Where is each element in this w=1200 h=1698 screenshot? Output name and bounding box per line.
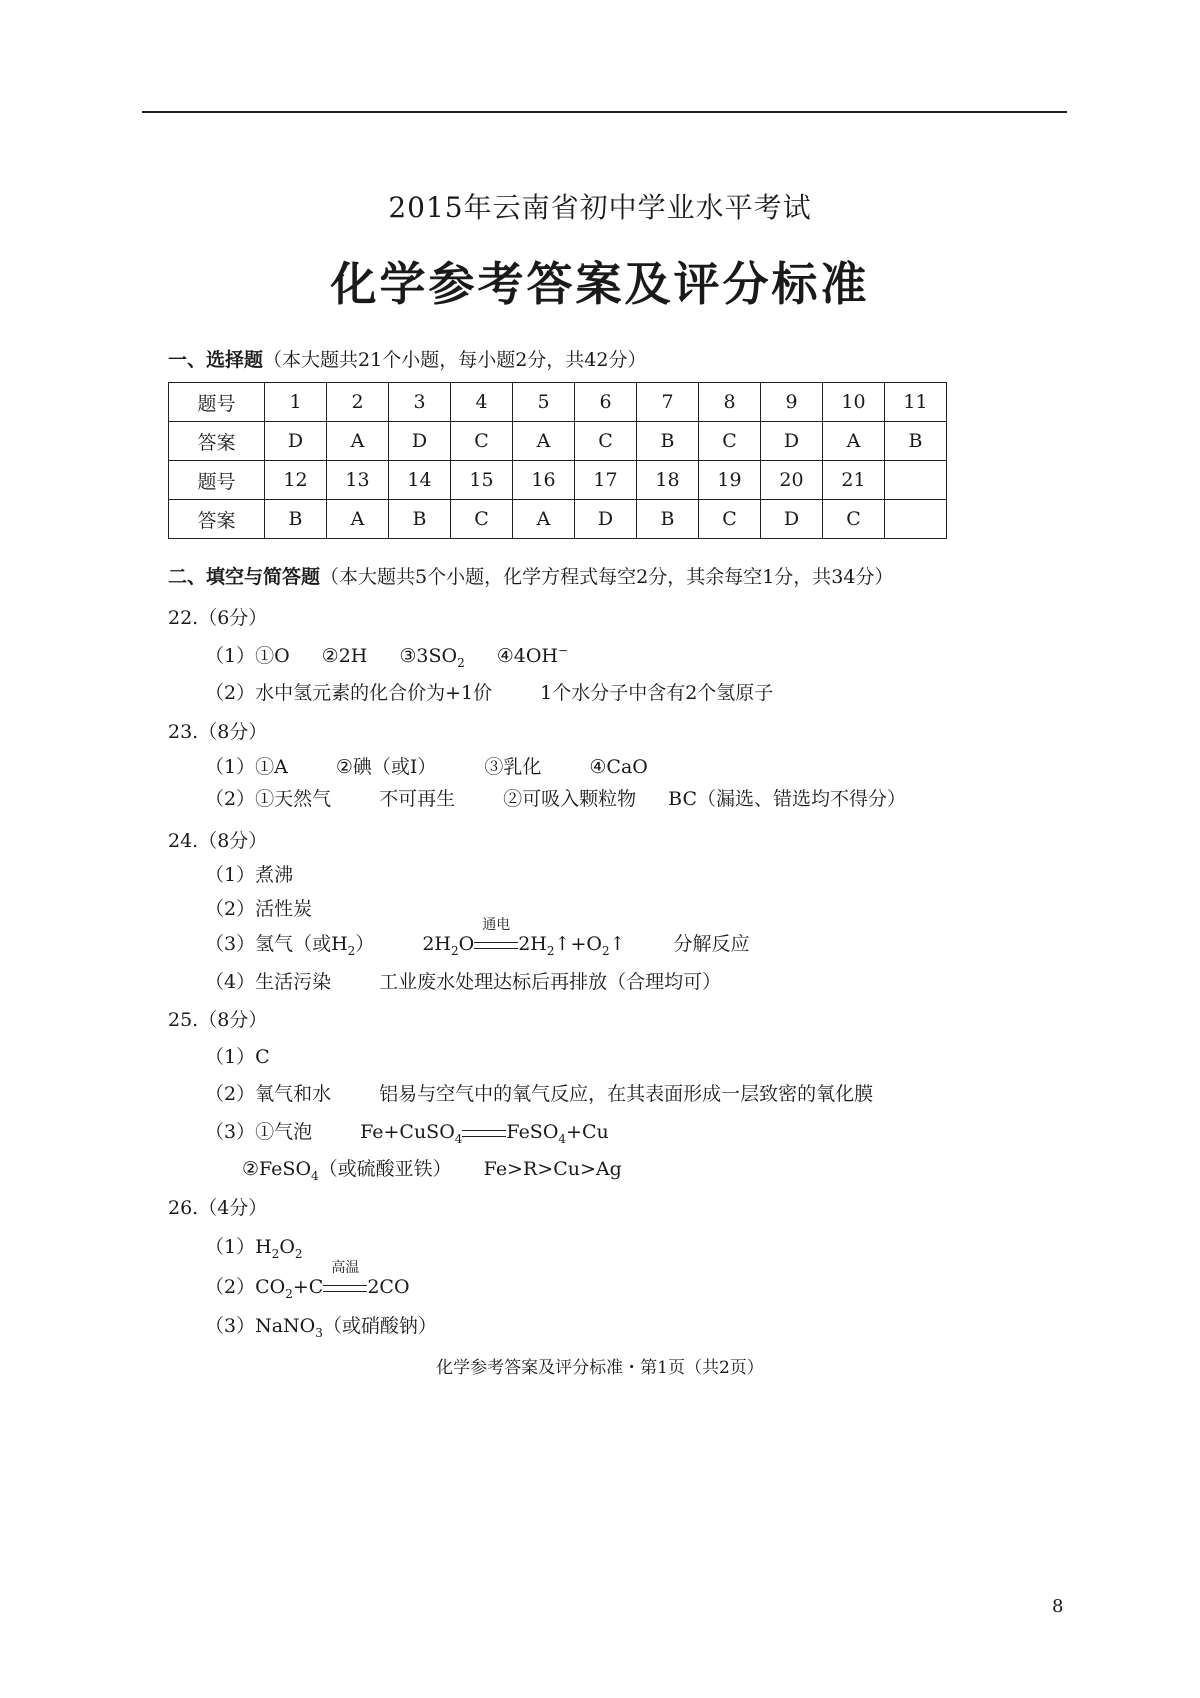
answer-key-title: 化学参考答案及评分标准 (330, 257, 870, 311)
formula: （2）CO (205, 1276, 286, 1298)
answer-cell: D (389, 422, 451, 461)
table-row (169, 461, 947, 500)
formula: 2H (518, 933, 547, 955)
table-row (169, 422, 947, 461)
answer-text: （3）氢气（或H (205, 933, 348, 955)
answer-text: ②2H (321, 645, 368, 667)
answer-text: （2）①天然气 (205, 788, 332, 810)
answer-cell: C (699, 422, 761, 461)
table-row (169, 383, 947, 422)
answer-text: （1）①A (205, 756, 288, 778)
question-number: 18 (637, 461, 699, 500)
section2-title: 二、填空与简答题 (168, 566, 321, 588)
subscript: 3 (315, 1325, 323, 1340)
answer-cell: C (699, 500, 761, 539)
answer-cell: B (265, 500, 327, 539)
formula: 2H (422, 933, 451, 955)
table-row (169, 500, 947, 539)
answer-text: （或硫酸亚铁） (318, 1158, 452, 1180)
answer-text: BC（漏选、错选均不得分） (668, 788, 906, 810)
section1-heading (168, 345, 646, 372)
question-number: 15 (451, 461, 513, 500)
q26-line1 (205, 1232, 303, 1261)
answer-text: O (279, 1236, 295, 1258)
answer-cell: D (761, 422, 823, 461)
answer-text: （3）①气泡 (205, 1121, 313, 1143)
q22-label: 22.（6分） (168, 607, 268, 629)
question-number: 8 (699, 383, 761, 422)
question-number: 10 (823, 383, 885, 422)
answer-text: ③3SO (399, 645, 458, 667)
reaction-arrow (462, 1121, 506, 1143)
answer-text: （1）H (205, 1236, 272, 1258)
reaction-arrow (474, 917, 518, 955)
reaction-condition: 高温 (331, 1260, 360, 1276)
q23-label: 23.（8分） (168, 721, 268, 743)
question-number: 9 (761, 383, 823, 422)
subscript: 2 (451, 943, 459, 958)
answer-cell: C (823, 500, 885, 539)
subscript: 2 (457, 655, 465, 670)
formula: +C (292, 1276, 324, 1298)
answer-text: Fe>R>Cu>Ag (483, 1158, 622, 1180)
answer-cell (885, 500, 947, 539)
answer-cell: A (327, 500, 389, 539)
q22-line2 (205, 678, 773, 705)
electrolysis-equation (422, 917, 626, 958)
answer-cell: D (575, 500, 637, 539)
subscript: 2 (347, 943, 356, 958)
subscript: 2 (285, 1286, 293, 1301)
answer-text: （4）生活污染 (205, 971, 332, 993)
question-number: 20 (761, 461, 823, 500)
question-number: 21 (823, 461, 885, 500)
top-rule (142, 111, 1067, 113)
row-label-answer: 答案 (169, 500, 265, 539)
formula: O (458, 933, 475, 955)
answer-text: 分解反应 (673, 933, 750, 955)
answer-text: （或硝酸钠） (322, 1315, 437, 1337)
reduction-equation (205, 1260, 410, 1301)
answer-cell: D (761, 500, 823, 539)
formula: +Cu (566, 1121, 609, 1143)
question-number: 16 (513, 461, 575, 500)
answer-text: （2）水中氢元素的化合价为+1价 (205, 682, 493, 704)
answer-text: ） (355, 933, 375, 955)
q22-line1 (205, 641, 568, 670)
displacement-equation (360, 1121, 609, 1146)
answer-cell: C (575, 422, 637, 461)
answer-text: 不可再生 (379, 788, 456, 810)
question-number: 17 (575, 461, 637, 500)
row-label-number: 题号 (169, 461, 265, 500)
subscript: 2 (601, 943, 610, 958)
answer-cell: B (885, 422, 947, 461)
answer-cell: B (637, 500, 699, 539)
question-number: 2 (327, 383, 389, 422)
answer-text: ②可吸入颗粒物 (503, 788, 637, 810)
q25-label: 25.（8分） (168, 1009, 268, 1031)
section2-note: （本大题共5个小题，化学方程式每空2分，其余每空1分，共34分） (320, 566, 894, 588)
row-label-answer: 答案 (169, 422, 265, 461)
superscript: − (558, 643, 569, 658)
answer-cell: A (823, 422, 885, 461)
question-number: 7 (637, 383, 699, 422)
formula: ↑ (609, 933, 626, 955)
row-label-number: 题号 (169, 383, 265, 422)
q24-line4 (205, 967, 721, 994)
q23-line1 (205, 752, 648, 779)
q25-line3 (205, 1117, 609, 1146)
subscript: 4 (311, 1168, 319, 1183)
answer-text: （2）氧气和水 (205, 1083, 332, 1105)
answer-cell: B (637, 422, 699, 461)
question-number: 12 (265, 461, 327, 500)
formula: 2CO (367, 1276, 410, 1298)
question-number: 11 (885, 383, 947, 422)
answer-text: （3）NaNO (205, 1315, 316, 1337)
question-number: 13 (327, 461, 389, 500)
question-number: 5 (513, 383, 575, 422)
subscript: 4 (454, 1131, 463, 1146)
section1-note: （本大题共21个小题，每小题2分，共42分） (263, 349, 647, 371)
exam-title: 2015年云南省初中学业水平考试 (388, 191, 812, 224)
question-number: 19 (699, 461, 761, 500)
answer-cell: D (265, 422, 327, 461)
question-number: 1 (265, 383, 327, 422)
q23-line2 (205, 784, 906, 811)
answer-text: ②FeSO (242, 1158, 312, 1180)
question-number: 14 (389, 461, 451, 500)
answer-cell: A (513, 422, 575, 461)
subscript: 2 (271, 1246, 280, 1261)
answer-cell: A (327, 422, 389, 461)
q25-line4 (242, 1154, 622, 1183)
answer-cell: C (451, 422, 513, 461)
q24-line1: （1）煮沸 (205, 864, 294, 886)
section1-title: 一、选择题 (168, 349, 264, 371)
reaction-condition: 通电 (482, 917, 511, 933)
answer-text: 铝易与空气中的氧气反应，在其表面形成一层致密的氧化膜 (379, 1083, 874, 1105)
subscript: 2 (294, 1246, 303, 1261)
answer-table (168, 382, 947, 539)
subscript: 4 (558, 1131, 567, 1146)
page-number: 8 (1052, 1596, 1064, 1617)
answer-text: ③乳化 (484, 756, 542, 778)
answer-text: （1）①O (205, 645, 290, 667)
answer-text: ④4OH (496, 645, 559, 667)
subscript: 2 (546, 943, 555, 958)
question-number: 3 (389, 383, 451, 422)
answer-text: ②碘（或I） (335, 756, 437, 778)
q25-line2 (205, 1079, 873, 1106)
answer-cell: C (451, 500, 513, 539)
section2-heading (168, 562, 893, 589)
q26-line3 (205, 1311, 437, 1340)
answer-text: 工业废水处理达标后再排放（合理均可） (379, 971, 722, 993)
q26-line2 (205, 1260, 410, 1301)
formula: Fe+CuSO (360, 1121, 455, 1143)
answer-text: 1个水分子中含有2个氢原子 (540, 682, 774, 704)
question-number (885, 461, 947, 500)
reaction-arrow (323, 1260, 367, 1298)
q24-line2: （2）活性炭 (205, 898, 313, 920)
formula: ↑+O (554, 933, 602, 955)
q24-label: 24.（8分） (168, 830, 268, 852)
answer-cell: A (513, 500, 575, 539)
page-footer: 化学参考答案及评分标准・第1页（共2页） (436, 1358, 764, 1378)
question-number: 6 (575, 383, 637, 422)
q26-label: 26.（4分） (168, 1197, 268, 1219)
answer-text: ④CaO (589, 756, 648, 778)
q24-line3 (205, 917, 750, 958)
question-number: 4 (451, 383, 513, 422)
formula: FeSO (506, 1121, 559, 1143)
q25-line1: （1）C (205, 1046, 270, 1068)
answer-cell: B (389, 500, 451, 539)
